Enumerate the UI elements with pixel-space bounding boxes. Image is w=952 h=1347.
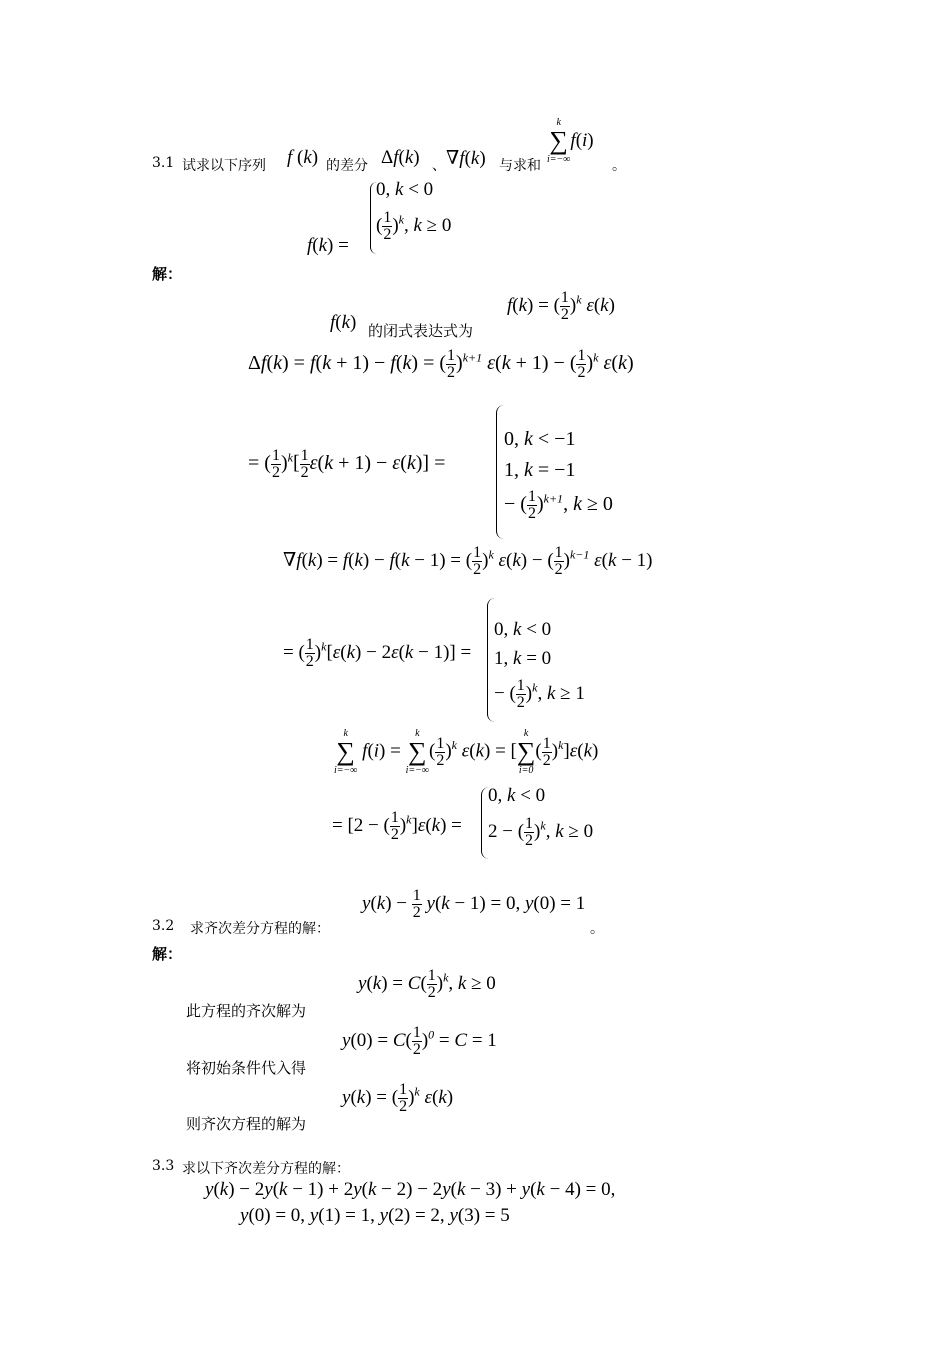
formula-delta-fk: Δf(k) [381,147,420,168]
homog-label: 此方程的齐次解为 [186,1002,307,1020]
init-label: 将初始条件代入得 [186,1059,307,1077]
problem-3-3-number: 3.3 [152,1158,175,1174]
formula-summation-2: = [2 − ( $\frac{1}{2}$ )$^k$]ε(k) = [332,809,462,843]
problem-3-1-text-d: 与求和 [499,158,541,174]
formula-init: y(0) = C( $\frac{1}{2}$ )$^0$ = C = 1 [342,1024,497,1058]
formula-fk-2: f(k) [330,312,357,333]
formula-homog: y(k) = C( $\frac{1}{2}$ )$^k$, k ≥ 0 [358,967,496,1001]
formula-fk: f [287,147,293,168]
formula-nabla-fk: ∇f(k) [446,148,486,169]
formula-fk-arg: (k) [297,147,319,168]
problem-3-3-text: 求以下齐次差分方程的解： [182,1161,350,1177]
problem-3-2-text: 求齐次差分方程的解： [190,921,330,937]
problem-3-1-end: 。 [612,158,626,174]
summation-case2: 2 − ( $\frac{1}{2}$ )$^k$, k ≥ 0 [488,815,594,849]
formula-fk-case2: ( $\frac{1}{2}$ )$^k$, k ≥ 0 [376,209,452,243]
brace-forward [496,405,504,539]
problem-3-1-number: 3.1 [152,155,175,171]
backward-case2: 1, k = 0 [494,648,552,669]
backward-case3: − ( $\frac{1}{2}$ )$^k$, k ≥ 1 [494,677,585,711]
forward-case1: 0, k < −1 [504,428,576,450]
formula-closed-form: f(k) = ( $\frac{1}{2}$ )$^k$ ε(k) [507,289,615,323]
formula-fk-lhs: f(k) = [307,235,349,256]
problem-3-2-end: 。 [590,921,604,937]
formula-backward-diff: ∇f(k) = f(k) − f(k − 1) = ( $\frac{1}{2}$ )$^k$ ε(k) − ( $\frac{1}{2}$ )$^{k-1}$ ε(k − 1) [283,544,653,578]
formula-sum-fi: k ∑ i=−∞ f(i) [547,117,594,165]
closed-form-label: 的闭式表达式为 [368,322,474,340]
formula-forward-diff: Δf(k) = f(k + 1) − f(k) = ( $\frac{1}{2}$ )$^{k+1}$ ε(k + 1) − ( $\frac{1}{2}$ )$^k$ ε(k) [248,347,634,381]
formula-3-3-initial: y(0) = 0, y(1) = 1, y(2) = 2, y(3) = 5 [240,1205,510,1226]
backward-case1: 0, k < 0 [494,619,552,640]
summation-case1: 0, k < 0 [488,785,546,806]
forward-case3: − ( $\frac{1}{2}$ )$^{k+1}$, k ≥ 0 [504,488,613,522]
formula-fk-case1: 0, k < 0 [376,179,434,200]
formula-3-2-equation: y(k) − $\frac{1}{2}$ y(k − 1) = 0, y(0) = 1 [362,887,586,921]
problem-3-1-text-b: 的差分 [326,158,368,174]
forward-case2: 1, k = −1 [504,459,576,481]
result-label: 则齐次方程的解为 [186,1115,307,1133]
solution-label-2: 解： [152,945,183,963]
problem-3-2-number: 3.2 [152,918,175,934]
problem-3-1-text-c: 、 [432,158,446,174]
formula-result: y(k) = ( $\frac{1}{2}$ )$^k$ ε(k) [342,1081,454,1115]
formula-3-3-equation: y(k) − 2y(k − 1) + 2y(k − 2) − 2y(k − 3) + y(k − 4) = 0, [205,1179,616,1200]
formula-forward-diff-2: = ( $\frac{1}{2}$ )$^k$[ $\frac{1}{2}$ ε(k + 1) − ε(k)] = [248,447,446,481]
problem-3-1-text-a: 试求以下序列 [182,158,266,174]
formula-summation: k ∑ i=−∞ f(i) = k ∑ i=−∞ ( $\frac{1}{2}$ )$^k$ ε(k) = [ k ∑ i=0 ( $\frac{1}{2}$ )$^k$]ε(k) [334,728,599,776]
formula-backward-diff-2: = ( $\frac{1}{2}$ )$^k$[ε(k) − 2ε(k − 1)] = [283,636,472,670]
solution-label-1: 解： [152,265,183,283]
